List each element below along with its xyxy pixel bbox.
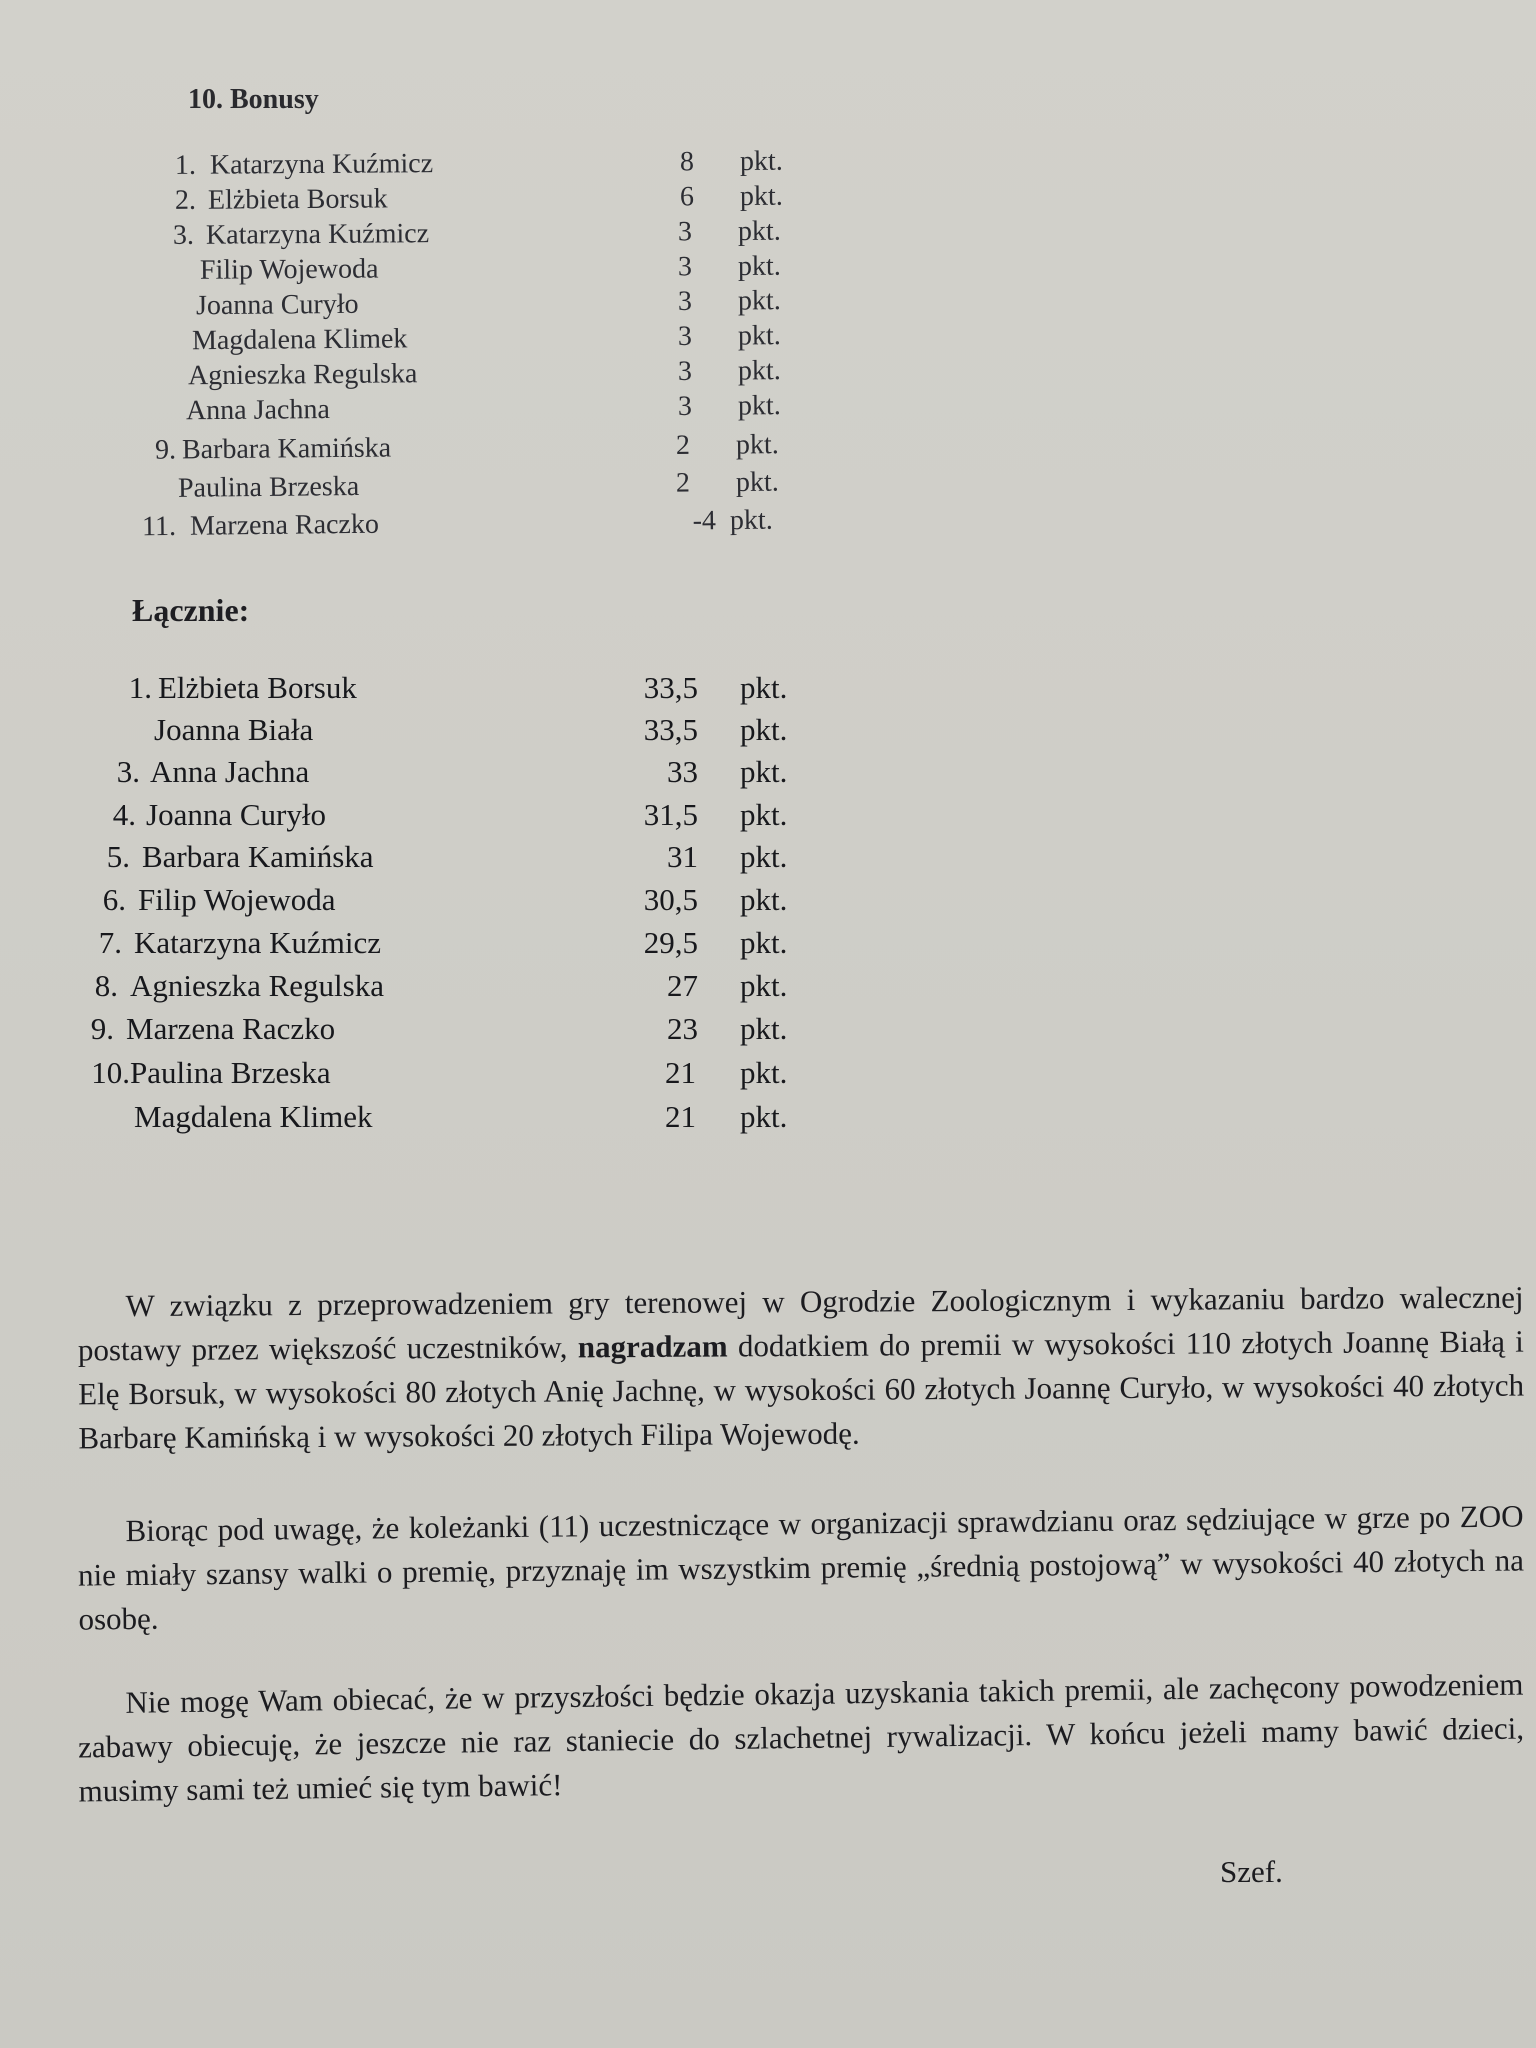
rank-number: 5. — [106, 839, 130, 874]
points-unit: pkt. — [740, 670, 788, 705]
participant-name: Katarzyna Kuźmicz — [205, 218, 430, 251]
participant-name: Joanna Curyło — [195, 288, 359, 322]
rank-number: 3. — [116, 754, 140, 789]
bonusy-row — [0, 389, 900, 431]
points-unit: pkt. — [737, 285, 781, 317]
bonusy-row — [0, 180, 900, 220]
participant-name: Agnieszka Regulska — [187, 358, 418, 392]
lacznie-row — [0, 797, 900, 837]
points-unit: pkt. — [729, 504, 773, 537]
points-value: 23 — [667, 1011, 698, 1046]
participant-name: Agnieszka Regulska — [130, 968, 384, 1003]
section-heading-bonusy: 10. Bonusy — [188, 84, 319, 115]
participant-name: Joanna Curyło — [146, 797, 326, 832]
participant-name: Katarzyna Kuźmicz — [209, 148, 434, 181]
participant-name: Katarzyna Kuźmicz — [134, 925, 382, 960]
award-text-end: dodatkiem do premii w wysokości 110 złotych Joannę Białą i Elę Borsuk, w wysokości 80 złotych Anię Jachnę, w wysokości 60 złotych Joannę Curyło, w wysokości 40 złotych Barbarę Kamińską i w wysokości 20 złotych Filipa Wojewodę. — [78, 1323, 1525, 1456]
points-unit: pkt. — [740, 1099, 788, 1134]
participant-name: Barbara Kamińska — [181, 432, 392, 466]
participant-name: Elżbieta Borsuk — [158, 670, 357, 705]
closing-text: Nie mogę Wam obiecać, że w przyszłości będzie okazja uzyskania takich premii, ale zachęcony powodzeniem zabawy obiecuję, że jeszcze nie raz staniecie do szlachetnej rywalizacji. W końcu jeżeli mamy bawić dzieci, musimy sami też umieć się tym bawić! — [77, 1666, 1525, 1809]
rank-number: 10. — [91, 1055, 130, 1090]
lacznie-row — [0, 670, 900, 710]
participant-name: Paulina Brzeska — [130, 1055, 331, 1090]
points-unit: pkt. — [740, 712, 788, 747]
lacznie-row — [0, 882, 900, 922]
participant-name: Magdalena Klimek — [134, 1099, 373, 1134]
rank-number: 1. — [174, 149, 197, 181]
rank-number: 8. — [94, 968, 118, 1003]
participant-name: Anna Jachna — [150, 754, 310, 789]
points-unit: pkt. — [737, 215, 781, 247]
participant-name: Barbara Kamińska — [142, 839, 374, 874]
bonusy-row — [0, 145, 900, 185]
rank-number: 3. — [172, 219, 195, 251]
points-value: 21 — [665, 1099, 696, 1134]
points-value: 3 — [677, 355, 693, 388]
award-emphasis: nagradzam — [577, 1328, 728, 1365]
points-unit: pkt. — [740, 925, 788, 960]
rank-number: 2. — [174, 184, 197, 216]
points-value: 30,5 — [643, 882, 698, 917]
points-value: 2 — [675, 467, 691, 499]
points-unit: pkt. — [735, 466, 779, 499]
participant-name: Filip Wojewoda — [138, 882, 336, 917]
points-value: 2 — [675, 429, 691, 462]
points-unit: pkt. — [740, 1011, 788, 1046]
points-unit: pkt. — [737, 390, 781, 422]
points-unit: pkt. — [740, 839, 788, 874]
points-value: 27 — [667, 968, 698, 1003]
participant-name: Joanna Biała — [154, 712, 314, 747]
participant-name: Elżbieta Borsuk — [207, 183, 388, 216]
points-value: 3 — [677, 251, 693, 283]
participant-name: Paulina Brzeska — [177, 470, 360, 504]
points-unit: pkt. — [735, 429, 779, 461]
participant-name: Filip Wojewoda — [199, 253, 379, 286]
closing-paragraph — [77, 1663, 1525, 1814]
points-value: 33,5 — [643, 670, 698, 705]
points-value: 31,5 — [643, 797, 698, 832]
points-unit: pkt. — [740, 797, 788, 832]
participant-name: Magdalena Klimek — [191, 323, 408, 357]
bonusy-row — [0, 250, 900, 290]
rank-number: 6. — [102, 882, 126, 917]
rank-number: 9. — [154, 434, 177, 466]
rank-number: 7. — [98, 925, 122, 960]
points-value: 33,5 — [643, 712, 698, 747]
points-unit: pkt. — [739, 180, 783, 212]
section-heading-lacznie: Łącznie: — [132, 592, 250, 628]
participant-name: Anna Jachna — [185, 394, 330, 427]
lacznie-row — [0, 1055, 900, 1095]
rank-number: 4. — [112, 797, 136, 832]
lacznie-row — [0, 968, 900, 1008]
participant-name: Marzena Raczko — [189, 508, 380, 542]
points-unit: pkt. — [737, 355, 781, 387]
rank-number: 11. — [141, 510, 177, 543]
participant-name: Marzena Raczko — [126, 1011, 336, 1046]
points-unit: pkt. — [740, 968, 788, 1003]
lacznie-row — [0, 925, 900, 965]
bonusy-row — [0, 428, 900, 470]
points-value: 3 — [677, 320, 693, 353]
points-value: 21 — [665, 1055, 696, 1090]
points-unit: pkt. — [737, 320, 781, 352]
points-value: 31 — [667, 839, 698, 874]
rank-number: 9. — [90, 1011, 114, 1046]
points-unit: pkt. — [737, 250, 781, 282]
lacznie-row — [0, 839, 900, 879]
lacznie-row — [0, 1011, 900, 1051]
award-paragraph — [77, 1276, 1524, 1461]
points-value: -4 — [692, 505, 717, 537]
rank-number: 1. — [128, 670, 152, 705]
points-value: 8 — [679, 146, 695, 178]
signature: Szef. — [1220, 1854, 1283, 1889]
lacznie-row — [0, 754, 900, 794]
bonusy-row — [0, 503, 900, 546]
points-value: 6 — [679, 181, 695, 213]
points-value: 29,5 — [643, 925, 698, 960]
points-unit: pkt. — [740, 754, 788, 789]
points-unit: pkt. — [740, 882, 788, 917]
lacznie-row — [0, 1099, 900, 1139]
points-value: 3 — [677, 390, 693, 423]
points-value: 33 — [667, 754, 698, 789]
bonusy-row — [0, 215, 900, 255]
bonusy-row — [0, 465, 900, 508]
points-value: 3 — [677, 285, 693, 318]
points-value: 3 — [677, 216, 693, 248]
award-text-start: W związku z przeprowadzeniem gry terenowej w Ogrodzie Zoologicznym i wykazaniu bardzo walecznej postawy przez większość uczestników, — [77, 1279, 1524, 1368]
points-unit: pkt. — [740, 1055, 788, 1090]
lacznie-row — [0, 712, 900, 752]
organizers-text: Biorąc pod uwagę, że koleżanki (11) uczestniczące w organizacji sprawdzianu oraz sędziujące w grze po ZOO nie miały szansy walki o premię, przyznaję im wszystkim premię „średnią postojową” w wysokości 40 złotych na osobę. — [77, 1498, 1525, 1637]
points-unit: pkt. — [739, 145, 783, 177]
organizers-paragraph — [77, 1494, 1524, 1641]
